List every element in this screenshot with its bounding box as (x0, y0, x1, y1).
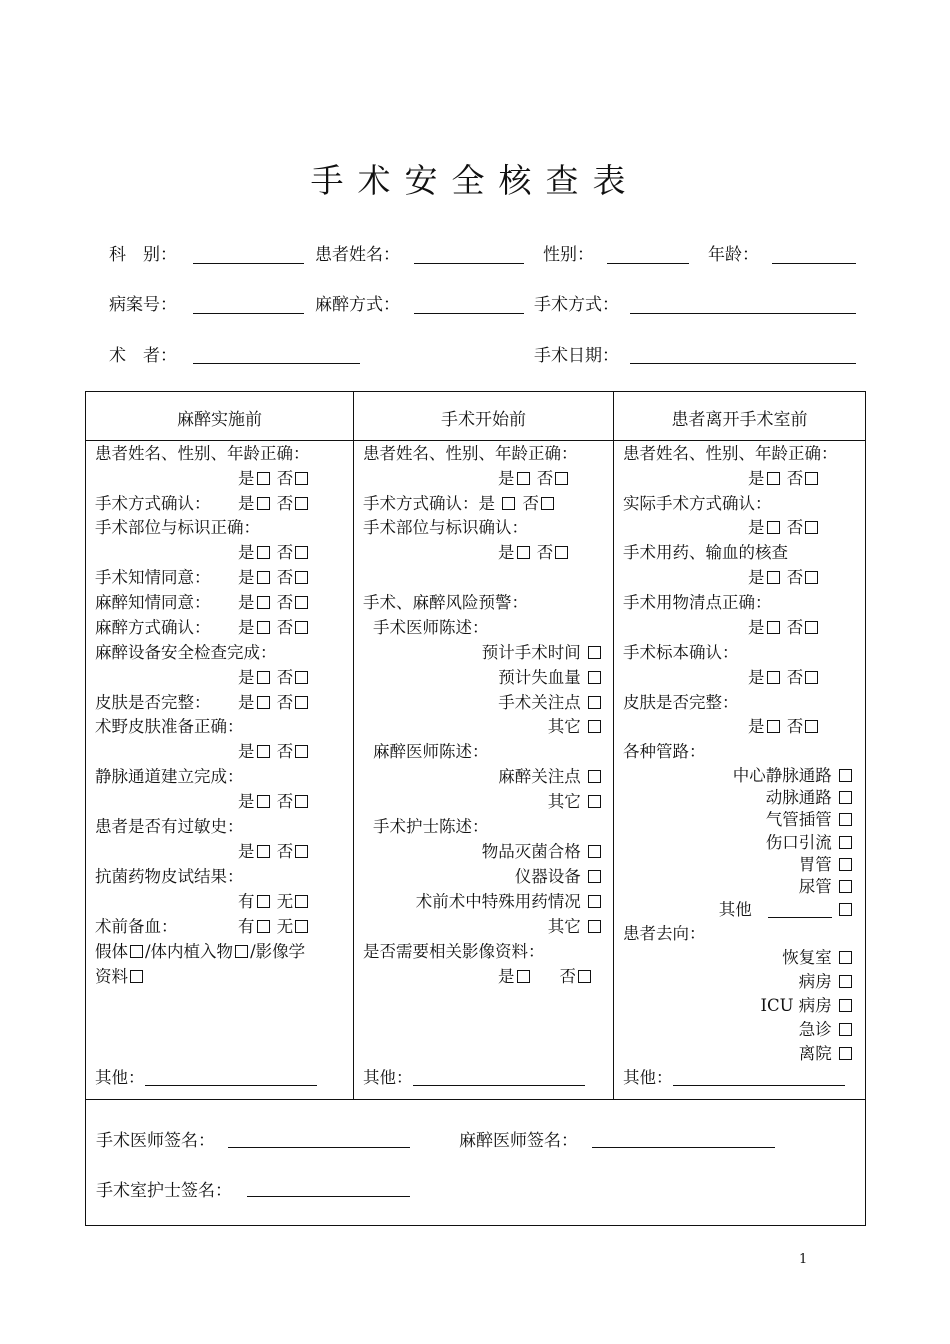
destination-label: 离院 (798, 1044, 832, 1063)
no-label: 否 (786, 518, 804, 537)
checkbox[interactable] (839, 769, 852, 782)
column-divider (353, 391, 354, 1100)
tube-label: 中心静脉通路 (732, 766, 832, 785)
no-label: 否 (276, 693, 294, 712)
surgery-date-label: 手术日期： (534, 346, 619, 366)
no-checkbox[interactable] (295, 571, 308, 584)
no-checkbox[interactable] (295, 546, 308, 559)
have-none-choice[interactable] (238, 890, 310, 915)
checkbox[interactable] (588, 870, 601, 883)
checkbox-label: 预计失血量 (498, 668, 581, 687)
yes-no-choice[interactable] (238, 740, 310, 765)
tube-label: 胃管 (798, 855, 832, 874)
other-field (623, 1066, 845, 1091)
no-label: 否 (522, 494, 539, 513)
check-item-label: 患者是否有过敏史： (95, 817, 244, 836)
yes-checkbox[interactable] (517, 472, 530, 485)
no-checkbox[interactable] (805, 521, 818, 534)
destination-item[interactable] (623, 1018, 854, 1043)
no-label: 否 (276, 742, 294, 761)
case-no-field[interactable] (193, 313, 304, 314)
anesthesia-method-label: 麻醉方式： (315, 295, 400, 315)
checkbox[interactable] (839, 975, 852, 988)
yes-no-choice[interactable] (238, 691, 310, 716)
check-item-label: 手术方式确认：是 (363, 494, 495, 513)
no-checkbox[interactable] (295, 696, 308, 709)
col-header-before-leaving: 患者离开手术室前 (671, 410, 808, 430)
no-checkbox[interactable] (555, 472, 568, 485)
checkbox-item[interactable] (363, 865, 603, 890)
checkbox-item[interactable] (363, 915, 603, 940)
yes-checkbox[interactable] (257, 571, 270, 584)
tube-label: 动脉通路 (765, 788, 832, 807)
check-item-label: 患者姓名、性别、年龄正确： (363, 444, 578, 463)
check-item-label: 麻醉知情同意： (95, 593, 211, 612)
none-label: 无 (276, 917, 294, 936)
checkbox-label: 仪器设备 (514, 867, 581, 886)
gender-label: 性别： (543, 245, 594, 265)
no-checkbox[interactable] (805, 671, 818, 684)
gender-field[interactable] (607, 263, 689, 264)
surgery-method-label: 手术方式： (534, 295, 619, 315)
column-divider (613, 391, 614, 1100)
no-checkbox[interactable] (295, 745, 308, 758)
yes-label: 是 (238, 842, 255, 861)
yes-checkbox[interactable] (257, 497, 270, 510)
check-item-label: 麻醉设备安全检查完成： (95, 643, 277, 662)
check-item-label: 皮肤是否完整： (623, 693, 739, 712)
anesthetist-signature-field[interactable] (592, 1147, 775, 1148)
implant-label: /体内植入物 (145, 942, 234, 961)
checkbox[interactable] (588, 646, 601, 659)
surgery-date-field[interactable] (630, 363, 856, 364)
yes-checkbox[interactable] (767, 621, 780, 634)
no-checkbox[interactable] (805, 621, 818, 634)
yes-no-choice[interactable] (238, 566, 310, 591)
surgeon-label: 术 者： (109, 346, 177, 366)
other-label: 其他： (95, 1068, 145, 1087)
checkbox[interactable] (588, 845, 601, 858)
check-item-label: 术前备血： (95, 917, 178, 936)
yes-no-choice[interactable] (238, 666, 310, 691)
checkbox-item[interactable] (363, 691, 603, 716)
yes-no-choice[interactable] (238, 616, 310, 641)
dept-label: 科 别： (109, 245, 177, 265)
checkbox[interactable] (839, 813, 852, 826)
yes-label: 是 (238, 693, 255, 712)
surgeon-field[interactable] (193, 363, 360, 364)
section-label: 麻醉医师陈述： (373, 742, 489, 761)
no-label: 否 (536, 469, 554, 488)
other-field (95, 1066, 317, 1091)
checkbox[interactable] (588, 696, 601, 709)
check-item-label: 手术用物清点正确： (623, 593, 772, 612)
yes-no-choice[interactable] (748, 616, 820, 641)
checkbox[interactable] (588, 795, 601, 808)
check-item-label: 静脉通道建立完成： (95, 767, 244, 786)
no-label: 否 (276, 792, 294, 811)
imaging-line (95, 965, 145, 990)
tube-item[interactable] (623, 875, 854, 900)
yes-no-choice[interactable] (238, 591, 310, 616)
section-label: 各种管路： (623, 742, 706, 761)
tube-item[interactable] (623, 808, 854, 833)
yes-label: 是 (238, 469, 255, 488)
surgeon-signature-label: 手术医师签名： (96, 1131, 215, 1151)
checkbox-item[interactable] (363, 715, 603, 740)
yes-label: 是 (748, 618, 765, 637)
other-input[interactable] (145, 1085, 317, 1086)
none-label: 无 (276, 892, 294, 911)
check-item-label: 术野皮肤准备正确： (95, 717, 244, 736)
no-label: 否 (276, 618, 294, 637)
yes-checkbox[interactable] (257, 696, 270, 709)
no-label: 否 (786, 618, 804, 637)
other-input[interactable] (673, 1085, 845, 1086)
section-label: 手术医师陈述： (373, 618, 489, 637)
checkbox-label: 物品灭菌合格 (481, 842, 581, 861)
checkbox-item[interactable] (363, 790, 603, 815)
check-item-label: 手术部位与标识正确： (95, 518, 260, 537)
destination-label: 急诊 (798, 1020, 832, 1039)
no-checkbox[interactable] (295, 472, 308, 485)
none-checkbox[interactable] (295, 920, 308, 933)
checkbox[interactable] (588, 671, 601, 684)
tube-label: 气管插管 (765, 810, 832, 829)
checkbox-item[interactable] (363, 840, 603, 865)
checkbox[interactable] (839, 999, 852, 1012)
no-checkbox[interactable] (295, 845, 308, 858)
check-item-label: 实际手术方式确认： (623, 494, 772, 513)
page-number: 1 (799, 1252, 808, 1267)
no-label: 否 (276, 494, 294, 513)
yes-checkbox[interactable] (517, 970, 530, 983)
no-checkbox[interactable] (578, 970, 591, 983)
checkbox[interactable] (839, 1047, 852, 1060)
no-label: 否 (786, 717, 804, 736)
yes-no-choice[interactable] (238, 790, 310, 815)
yes-label: 是 (748, 469, 765, 488)
imaging-checkbox[interactable] (130, 970, 143, 983)
no-checkbox[interactable] (805, 571, 818, 584)
nurse-signature-field[interactable] (247, 1196, 410, 1197)
checkbox[interactable] (588, 895, 601, 908)
checkbox-label: 术前术中特殊用药情况 (415, 892, 581, 911)
tube-label: 伤口引流 (765, 833, 832, 852)
anesthesia-method-field[interactable] (414, 313, 524, 314)
check-item-label: 手术知情同意： (95, 568, 211, 587)
checkbox-label: 麻醉关注点 (498, 767, 581, 786)
checkbox-label: 其它 (547, 917, 581, 936)
anesthetist-signature-label: 麻醉医师签名： (459, 1131, 578, 1151)
no-checkbox[interactable] (295, 596, 308, 609)
yes-label: 是 (238, 668, 255, 687)
yes-checkbox[interactable] (257, 671, 270, 684)
no-checkbox[interactable] (805, 720, 818, 733)
dept-field[interactable] (193, 263, 304, 264)
checkbox[interactable] (839, 951, 852, 964)
yes-no-choice[interactable] (748, 566, 820, 591)
yes-no-choice[interactable] (498, 467, 570, 492)
yes-checkbox[interactable] (257, 845, 270, 858)
have-checkbox[interactable] (257, 920, 270, 933)
checkbox-label: 预计手术时间 (481, 643, 581, 662)
no-label: 否 (536, 543, 554, 562)
checkbox-label: 手术关注点 (498, 693, 581, 712)
yes-label: 是 (238, 792, 255, 811)
yes-no-choice[interactable] (498, 965, 593, 990)
section-label: 手术、麻醉风险预警： (363, 593, 528, 612)
other-input[interactable] (413, 1085, 585, 1086)
yes-checkbox[interactable] (257, 472, 270, 485)
have-label: 有 (238, 917, 255, 936)
case-no-label: 病案号： (109, 295, 177, 315)
nurse-signature-label: 手术室护士签名： (96, 1181, 232, 1201)
yes-checkbox[interactable] (257, 546, 270, 559)
imaging-label: /影像学 (250, 942, 306, 961)
check-item-label: 是否需要相关影像资料： (363, 942, 545, 961)
no-label: 否 (786, 568, 804, 587)
destination-label: 恢复室 (782, 948, 832, 967)
check-item-label: 手术方式确认： (95, 494, 211, 513)
surgeon-signature-field[interactable] (228, 1147, 410, 1148)
tube-other-input[interactable] (768, 917, 832, 918)
have-label: 有 (238, 892, 255, 911)
yes-no-choice[interactable] (748, 467, 820, 492)
tube-other-item[interactable] (623, 898, 854, 923)
yes-label: 是 (238, 618, 255, 637)
none-checkbox[interactable] (295, 895, 308, 908)
yes-no-choice[interactable] (238, 492, 310, 517)
checkbox-item[interactable] (363, 666, 603, 691)
no-label: 否 (276, 543, 294, 562)
destination-label: ICU 病房 (760, 996, 832, 1015)
other-label: 其他： (363, 1068, 413, 1087)
destination-label: 病房 (798, 972, 832, 991)
yes-checkbox[interactable] (517, 546, 530, 559)
yes-no-choice[interactable] (498, 541, 570, 566)
patient-name-label: 患者姓名： (315, 245, 400, 265)
check-item-label: 患者姓名、性别、年龄正确： (623, 444, 838, 463)
checkbox-label: 其它 (547, 717, 581, 736)
no-label: 否 (786, 469, 804, 488)
no-label: 否 (559, 967, 576, 986)
col-header-before-anesthesia: 麻醉实施前 (177, 410, 262, 430)
checkbox-item[interactable] (363, 765, 603, 790)
checkbox-label: 其它 (547, 792, 581, 811)
checkbox[interactable] (839, 791, 852, 804)
yes-label: 是 (748, 568, 765, 587)
yes-checkbox[interactable] (767, 671, 780, 684)
checkbox[interactable] (588, 720, 601, 733)
yes-no-choice[interactable] (748, 516, 820, 541)
check-item-label: 抗菌药物皮试结果： (95, 867, 244, 886)
no-checkbox[interactable] (555, 546, 568, 559)
yes-checkbox[interactable] (257, 745, 270, 758)
imaging-label-cont: 资料 (95, 967, 128, 986)
yes-label: 是 (498, 469, 515, 488)
no-label: 否 (276, 469, 294, 488)
implant-imaging-line (95, 940, 305, 965)
checkbox[interactable] (839, 836, 852, 849)
no-checkbox[interactable] (295, 795, 308, 808)
yes-label: 是 (748, 717, 765, 736)
no-checkbox[interactable] (295, 497, 308, 510)
check-item-label: 患者姓名、性别、年龄正确： (95, 444, 310, 463)
check-item-label: 手术部位与标识确认： (363, 518, 528, 537)
destination-item[interactable] (623, 970, 854, 995)
patient-name-field[interactable] (414, 263, 524, 264)
tube-label: 尿管 (798, 877, 832, 896)
check-item-label: 皮肤是否完整： (95, 693, 211, 712)
other-field (363, 1066, 585, 1091)
destination-item[interactable] (623, 994, 854, 1019)
implant-checkbox[interactable] (235, 945, 248, 958)
yes-no-choice[interactable] (238, 840, 310, 865)
checkbox-item[interactable] (363, 641, 603, 666)
col-header-before-surgery: 手术开始前 (441, 410, 526, 430)
checkbox[interactable] (839, 903, 852, 916)
yes-checkbox[interactable] (767, 521, 780, 534)
yes-no-choice[interactable] (238, 467, 310, 492)
yes-label: 是 (238, 742, 255, 761)
checkbox[interactable] (839, 880, 852, 893)
check-item-label: 手术标本确认： (623, 643, 739, 662)
have-none-choice[interactable] (238, 915, 310, 940)
prosthesis-label: 假体 (95, 942, 128, 961)
yes-label: 是 (748, 518, 765, 537)
have-checkbox[interactable] (257, 895, 270, 908)
yes-checkbox[interactable] (257, 621, 270, 634)
check-item-label: 手术用药、输血的核查 (623, 543, 788, 562)
age-label: 年龄： (708, 245, 759, 265)
tube-label: 其他 (718, 900, 752, 919)
checkbox[interactable] (588, 770, 601, 783)
yes-no-choice[interactable] (238, 541, 310, 566)
yes-checkbox[interactable] (257, 596, 270, 609)
yes-label: 是 (238, 593, 255, 612)
section-label: 手术护士陈述： (373, 817, 489, 836)
page-title: 手术安全核查表 (310, 161, 640, 200)
checkbox[interactable] (839, 1023, 852, 1036)
checkbox-item[interactable] (363, 890, 603, 915)
no-label: 否 (276, 568, 294, 587)
no-label: 否 (276, 593, 294, 612)
yes-no-choice[interactable] (748, 666, 820, 691)
yes-checkbox[interactable] (257, 795, 270, 808)
prosthesis-checkbox[interactable] (130, 945, 143, 958)
yes-label: 是 (238, 568, 255, 587)
no-checkbox[interactable] (805, 472, 818, 485)
no-checkbox[interactable] (295, 621, 308, 634)
no-checkbox[interactable] (295, 671, 308, 684)
no-checkbox[interactable] (541, 497, 554, 510)
age-field[interactable] (772, 263, 856, 264)
header-divider (85, 440, 866, 441)
other-label: 其他： (623, 1068, 673, 1087)
section-label: 患者去向： (623, 924, 706, 943)
yes-checkbox[interactable] (502, 497, 515, 510)
yes-checkbox[interactable] (767, 571, 780, 584)
no-label: 否 (276, 668, 294, 687)
yes-checkbox[interactable] (767, 472, 780, 485)
yes-checkbox[interactable] (767, 720, 780, 733)
destination-item[interactable] (623, 1042, 854, 1067)
yes-label: 是 (238, 494, 255, 513)
yes-label: 是 (498, 967, 515, 986)
yes-label: 是 (238, 543, 255, 562)
yes-label: 是 (748, 668, 765, 687)
yes-label: 是 (498, 543, 515, 562)
yes-no-choice[interactable] (748, 715, 820, 740)
signature-divider (85, 1099, 866, 1100)
no-label: 否 (276, 842, 294, 861)
destination-item[interactable] (623, 946, 854, 971)
no-label: 否 (786, 668, 804, 687)
yes-no-choice[interactable] (363, 492, 556, 517)
checkbox[interactable] (588, 920, 601, 933)
checkbox[interactable] (839, 858, 852, 871)
surgery-method-field[interactable] (630, 313, 856, 314)
check-item-label: 麻醉方式确认： (95, 618, 211, 637)
